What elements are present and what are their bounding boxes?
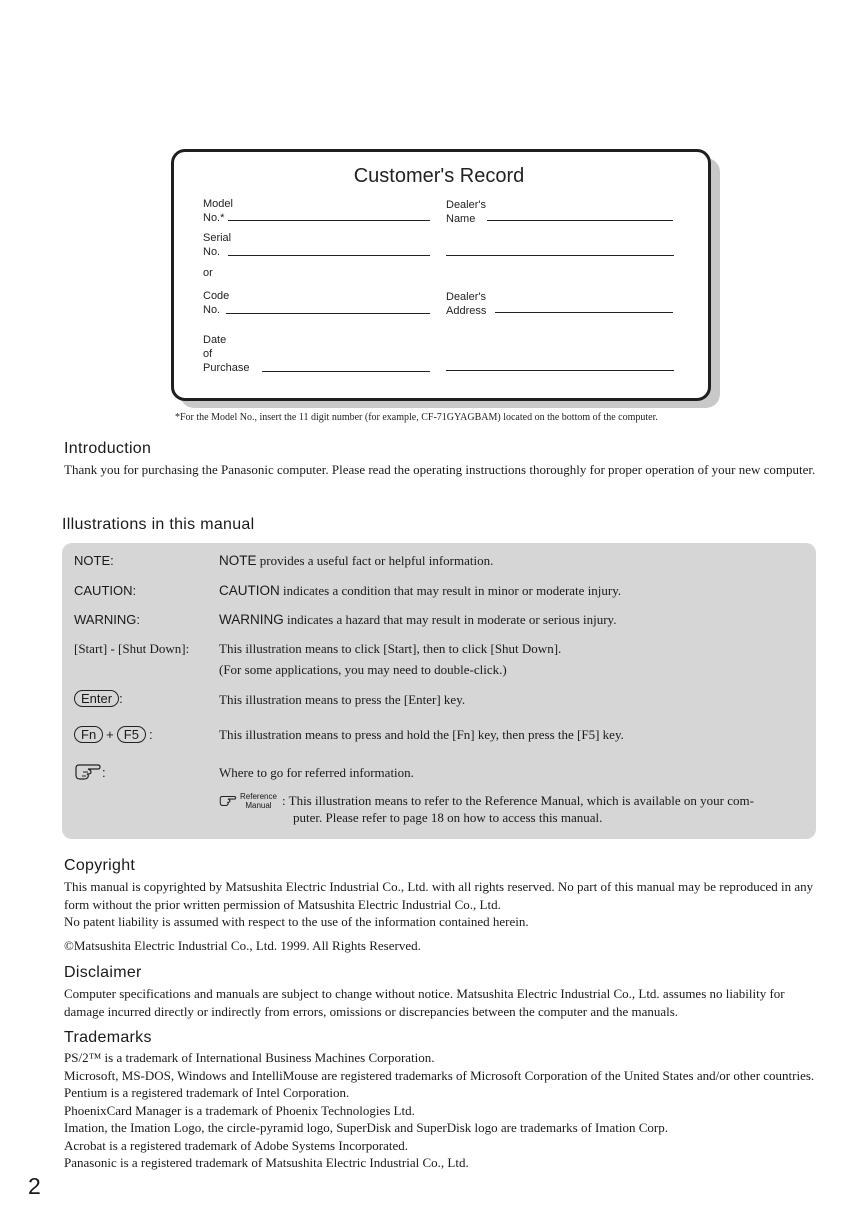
date-label-line3: Purchase (203, 362, 250, 374)
or-label: or (203, 267, 213, 279)
dealer-address-label-line1: Dealer's (446, 291, 487, 303)
caution-term: CAUTION: (74, 583, 137, 598)
trademark-line: Pentium is a registered trademark of Intel Corporation. (64, 1085, 350, 1100)
copyright-text-1: This manual is copyrighted by Matsushita Electric Industrial Co., Ltd. with all rights reserved. No part of this manual may be reproduced in any form without the prior written permission of Matsushita Electric Industrial Co., Ltd. (64, 879, 814, 912)
introduction-text: Thank you for purchasing the Panasonic computer. Please read the operating instructions thoroughly for proper operation of your new computer. (64, 462, 816, 477)
caution-text: indicates a condition that may result in minor or moderate injury. (279, 583, 622, 598)
trademarks-heading: Trademarks (64, 1029, 152, 1046)
note-description (219, 550, 493, 571)
reference-manual-description (282, 792, 754, 826)
model-no-footnote: *For the Model No., insert the 11 digit number (for example, CF-71GYAGBAM) located on the bottom of the computer. (175, 412, 658, 423)
reference-manual-label (240, 792, 277, 810)
dealer-name-field-2[interactable] (446, 255, 674, 256)
model-label-line2: No.* (203, 212, 225, 224)
f5-key-icon: F5 (117, 726, 146, 743)
introduction-heading: Introduction (64, 440, 152, 457)
serial-label-line1: Serial (203, 232, 232, 244)
model-label-line1: Model (203, 198, 233, 210)
copyright-text-3: ©Matsushita Electric Industrial Co., Ltd. 1999. All Rights Reserved. (64, 938, 421, 953)
trademarks-list (64, 1049, 824, 1172)
reference-manual-icon (219, 794, 237, 813)
start-shutdown-description (219, 638, 561, 680)
date-label-line2: of (203, 348, 213, 360)
note-term: NOTE: (74, 553, 114, 568)
date-of-purchase-field[interactable] (262, 371, 430, 372)
trademark-line: Microsoft, MS-DOS, Windows and IntelliMouse are registered trademarks of Microsoft Corporation of the United States and/or other countries. (64, 1067, 815, 1083)
dealer-name-label-line2: Name (446, 213, 476, 225)
dealer-address-label (446, 290, 486, 318)
trademark-line: Imation, the Imation Logo, the circle-pyramid logo, SuperDisk and SuperDisk logo are trademarks of Imation Corp. (64, 1120, 668, 1135)
enter-key-description: This illustration means to press the [Enter] key. (219, 692, 466, 707)
reference-description: Where to go for referred information. (219, 765, 414, 780)
trademark-line: Acrobat is a registered trademark of Adobe Systems Incorporated. (64, 1137, 409, 1153)
dealer-address-label-line2: Address (446, 305, 487, 317)
trademark-line: PS/2™ is a trademark of International Business Machines Corporation. (64, 1050, 435, 1065)
dealer-address-field[interactable] (495, 312, 673, 313)
reference-colon: : (102, 764, 106, 780)
dealer-name-label-line1: Dealer's (446, 199, 487, 211)
start-shutdown-line2: (For some applications, you may need to double-click.) (219, 662, 507, 677)
trademark-line: PhoenixCard Manager is a trademark of Phoenix Technologies Ltd. (64, 1102, 415, 1118)
enter-colon: : (119, 691, 123, 706)
reference-manual-label-line1: Reference (240, 792, 277, 801)
pointing-hand-icon (74, 763, 102, 784)
copyright-text-2: No patent liability is assumed with respect to the use of the information contained herein. (64, 914, 529, 929)
model-no-field[interactable] (228, 220, 430, 221)
start-shutdown-term: [Start] - [Shut Down]: (74, 641, 190, 656)
code-no-field[interactable] (226, 313, 430, 314)
disclaimer-heading: Disclaimer (64, 964, 142, 981)
trademark-line: Panasonic is a registered trademark of Matsushita Electric Industrial Co., Ltd. (64, 1155, 469, 1170)
illustrations-heading: Illustrations in this manual (62, 516, 255, 533)
enter-key-icon: Enter (74, 690, 119, 707)
dealer-name-field[interactable] (487, 220, 673, 221)
start-shutdown-line1: This illustration means to click [Start], then to click [Shut Down]. (219, 641, 562, 656)
warning-term: WARNING: (74, 612, 140, 627)
reference-manual-line2: puter. Please refer to page 18 on how to access this manual. (293, 810, 603, 825)
reference-manual-label-line2: Manual (245, 801, 272, 810)
warning-keyword: WARNING (219, 612, 284, 627)
serial-no-field[interactable] (228, 255, 430, 256)
code-label-line1: Code (203, 290, 230, 302)
code-label-line2: No. (203, 304, 221, 316)
fn-key-icon: Fn (74, 726, 103, 743)
caution-description (219, 580, 621, 601)
date-label (203, 333, 249, 375)
warning-description (219, 609, 616, 630)
reference-term (74, 763, 106, 784)
dealer-name-label (446, 198, 486, 226)
note-text: provides a useful fact or helpful information. (256, 553, 494, 568)
record-title: Customer's Record (353, 165, 525, 187)
disclaimer-text: Computer specifications and manuals are subject to change without notice. Matsushita Electric Industrial Co., Ltd. assumes no liability for damage incurred directly or indirectly from errors, omissions or discrepancies between the computer and the manuals. (64, 986, 785, 1019)
fn-colon: : (148, 727, 153, 742)
warning-text: indicates a hazard that may result in moderate or serious injury. (283, 612, 617, 627)
fn-f5-term (74, 726, 153, 743)
fn-f5-description: This illustration means to press and hold the [Fn] key, then press the [F5] key. (219, 727, 624, 742)
reference-manual-line1: : This illustration means to refer to the Reference Manual, which is available on your com- (282, 793, 754, 808)
enter-key-term (74, 690, 123, 707)
caution-keyword: CAUTION (219, 583, 280, 598)
copyright-heading: Copyright (64, 857, 136, 874)
serial-label (203, 231, 231, 259)
date-label-line1: Date (203, 334, 227, 346)
dealer-address-field-2[interactable] (446, 370, 674, 371)
page-number: 2 (28, 1173, 41, 1199)
serial-label-line2: No. (203, 246, 221, 258)
plus-sign: + (106, 727, 114, 742)
note-keyword: NOTE (219, 553, 257, 568)
